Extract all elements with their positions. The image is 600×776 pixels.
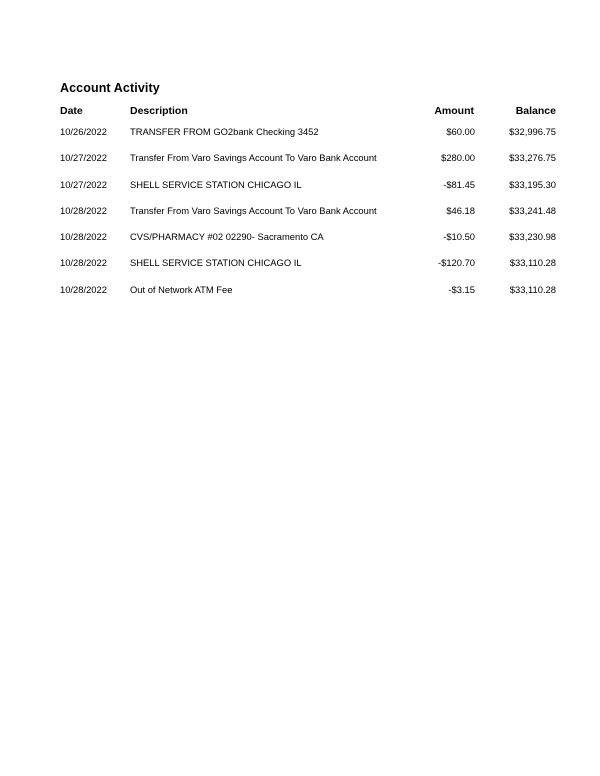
- row-date: 10/28/2022: [60, 257, 107, 269]
- table-row: [60, 205, 560, 231]
- row-balance: $33,241.48: [509, 204, 556, 216]
- row-balance: $32,996.75: [509, 126, 556, 137]
- row-balance: $33,110.28: [509, 283, 556, 295]
- header-balance: Balance: [515, 105, 556, 117]
- row-date: 10/28/2022: [60, 231, 107, 243]
- row-description: SHELL SERVICE STATION CHICAGO IL: [130, 257, 302, 269]
- section-title: Account Activity: [60, 81, 160, 95]
- activity-table: [60, 105, 560, 310]
- row-amount: -$81.45: [443, 178, 475, 190]
- row-amount: -$10.50: [443, 231, 475, 243]
- row-amount: -$120.70: [437, 257, 475, 269]
- row-amount: $46.18: [446, 204, 475, 216]
- row-date: 10/27/2022: [60, 152, 107, 164]
- row-amount: $280.00: [441, 152, 475, 164]
- table-header: [60, 105, 560, 126]
- row-date: 10/26/2022: [60, 126, 107, 137]
- table-row: [60, 152, 560, 178]
- row-balance: $33,195.30: [509, 178, 556, 190]
- row-description: Out of Network ATM Fee: [130, 283, 233, 295]
- row-date: 10/28/2022: [60, 283, 107, 295]
- header-amount: Amount: [434, 105, 474, 117]
- header-date: Date: [60, 105, 83, 117]
- table-row: [60, 126, 560, 152]
- row-balance: $33,276.75: [509, 152, 556, 164]
- table-row: [60, 284, 560, 310]
- row-date: 10/27/2022: [60, 178, 107, 190]
- row-balance: $33,230.98: [509, 231, 556, 243]
- row-description: CVS/PHARMACY #02 02290- Sacramento CA: [130, 231, 324, 243]
- row-description: SHELL SERVICE STATION CHICAGO IL: [130, 178, 302, 190]
- row-description: Transfer From Varo Savings Account To Varo Bank Account: [130, 204, 377, 216]
- row-date: 10/28/2022: [60, 204, 107, 216]
- table-row: [60, 257, 560, 283]
- row-amount: -$3.15: [448, 283, 475, 295]
- row-description: TRANSFER FROM GO2bank Checking 3452: [130, 126, 319, 137]
- table-row: [60, 231, 560, 257]
- row-amount: $60.00: [446, 126, 475, 137]
- table-row: [60, 179, 560, 205]
- header-description: Description: [130, 105, 188, 117]
- row-balance: $33,110.28: [509, 257, 556, 269]
- row-description: Transfer From Varo Savings Account To Varo Bank Account: [130, 152, 377, 164]
